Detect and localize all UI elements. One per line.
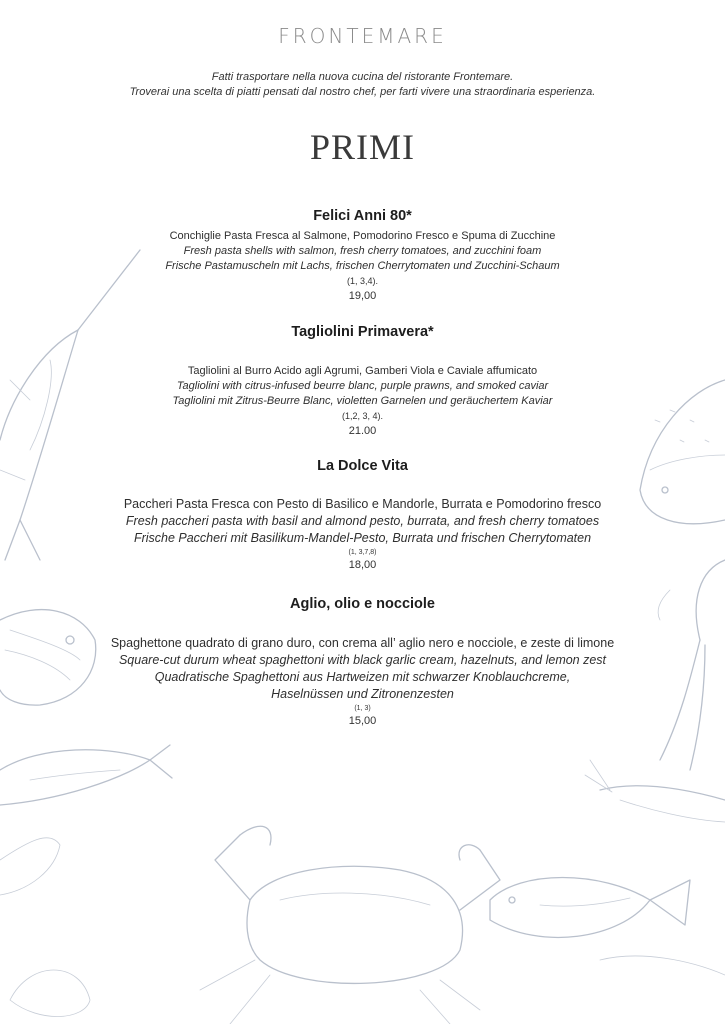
pomfret-drawing [490, 878, 725, 976]
dish-description-en: Square-cut durum wheat spaghettoni with black garlic cream, hazelnuts, and lemon zest [118, 653, 607, 667]
dish-description-en: Tagliolini with citrus-infused beurre blanc, purple prawns, and smoked caviar [176, 380, 549, 392]
intro-line-2: Troverai una scelta di piatti pensati dal nostro chef, per farti vivere una straordinaria esperienza. [129, 86, 596, 98]
dish-name: Aglio, olio e nocciole [289, 596, 435, 612]
dish-item [0, 204, 725, 304]
dish-allergens: (1, 3,4). [346, 276, 378, 286]
dish-allergens: (1, 3,7,8) [348, 549, 377, 556]
dish-price: 21.00 [348, 425, 377, 437]
dish-item [0, 454, 725, 573]
dish-item [0, 592, 725, 729]
dish-description-it: Paccheri Pasta Fresca con Pesto di Basilico e Mandorle, Burrata e Pomodorino fresco [123, 497, 602, 511]
intro-text [0, 70, 725, 100]
dish-description-de: Frische Paccheri mit Basilikum-Mandel-Pesto, Burrata und frischen Cherrytomaten [133, 531, 592, 545]
dish-name: Tagliolini Primavera* [291, 324, 434, 340]
dish-description-de-line-1: Quadratische Spaghettoni aus Hartweizen mit schwarzer Knoblauchcreme, [154, 670, 571, 684]
dish-item [0, 320, 725, 439]
dish-description-en: Fresh pasta shells with salmon, fresh cherry tomatoes, and zucchini foam [183, 245, 542, 257]
dish-description-de: Frische Pastamuscheln mit Lachs, frischen Cherrytomaten und Zucchini-Schaum [165, 260, 560, 272]
dish-price: 15,00 [348, 715, 377, 727]
dish-description-de: Tagliolini mit Zitrus-Beurre Blanc, violetten Garnelen und geräuchertem Kaviar [172, 395, 553, 407]
dish-price: 18,00 [348, 559, 377, 571]
mussel-drawing [10, 970, 90, 1017]
dish-description-it: Spaghettone quadrato di grano duro, con crema all’ aglio nero e nocciole, e zeste di limone [110, 636, 615, 650]
section-title: PRIMI [309, 127, 416, 167]
dish-name: Felici Anni 80* [313, 208, 412, 224]
dish-description-en: Fresh paccheri pasta with basil and almond pesto, burrata, and fresh cherry tomatoes [125, 514, 600, 528]
dish-description-de-line-2: Haselnüssen und Zitronenzesten [271, 687, 454, 701]
dish-allergens: (1,2, 3, 4). [341, 411, 384, 421]
dish-description-it: Conchiglie Pasta Fresca al Salmone, Pomodorino Fresco e Spuma di Zucchine [169, 230, 556, 242]
tuna-drawing [0, 745, 172, 895]
crab-drawing [200, 826, 500, 1024]
shrimp-drawing [585, 760, 725, 822]
dish-allergens: (1, 3) [354, 705, 371, 712]
dish-name: La Dolce Vita [317, 458, 408, 474]
dish-description-it: Tagliolini al Burro Acido agli Agrumi, Gamberi Viola e Caviale affumicato [187, 365, 538, 377]
dish-price: 19,00 [348, 290, 377, 302]
restaurant-logo: FRONTEMARE [278, 24, 447, 48]
intro-line-1: Fatti trasportare nella nuova cucina del ristorante Frontemare. [211, 71, 514, 83]
